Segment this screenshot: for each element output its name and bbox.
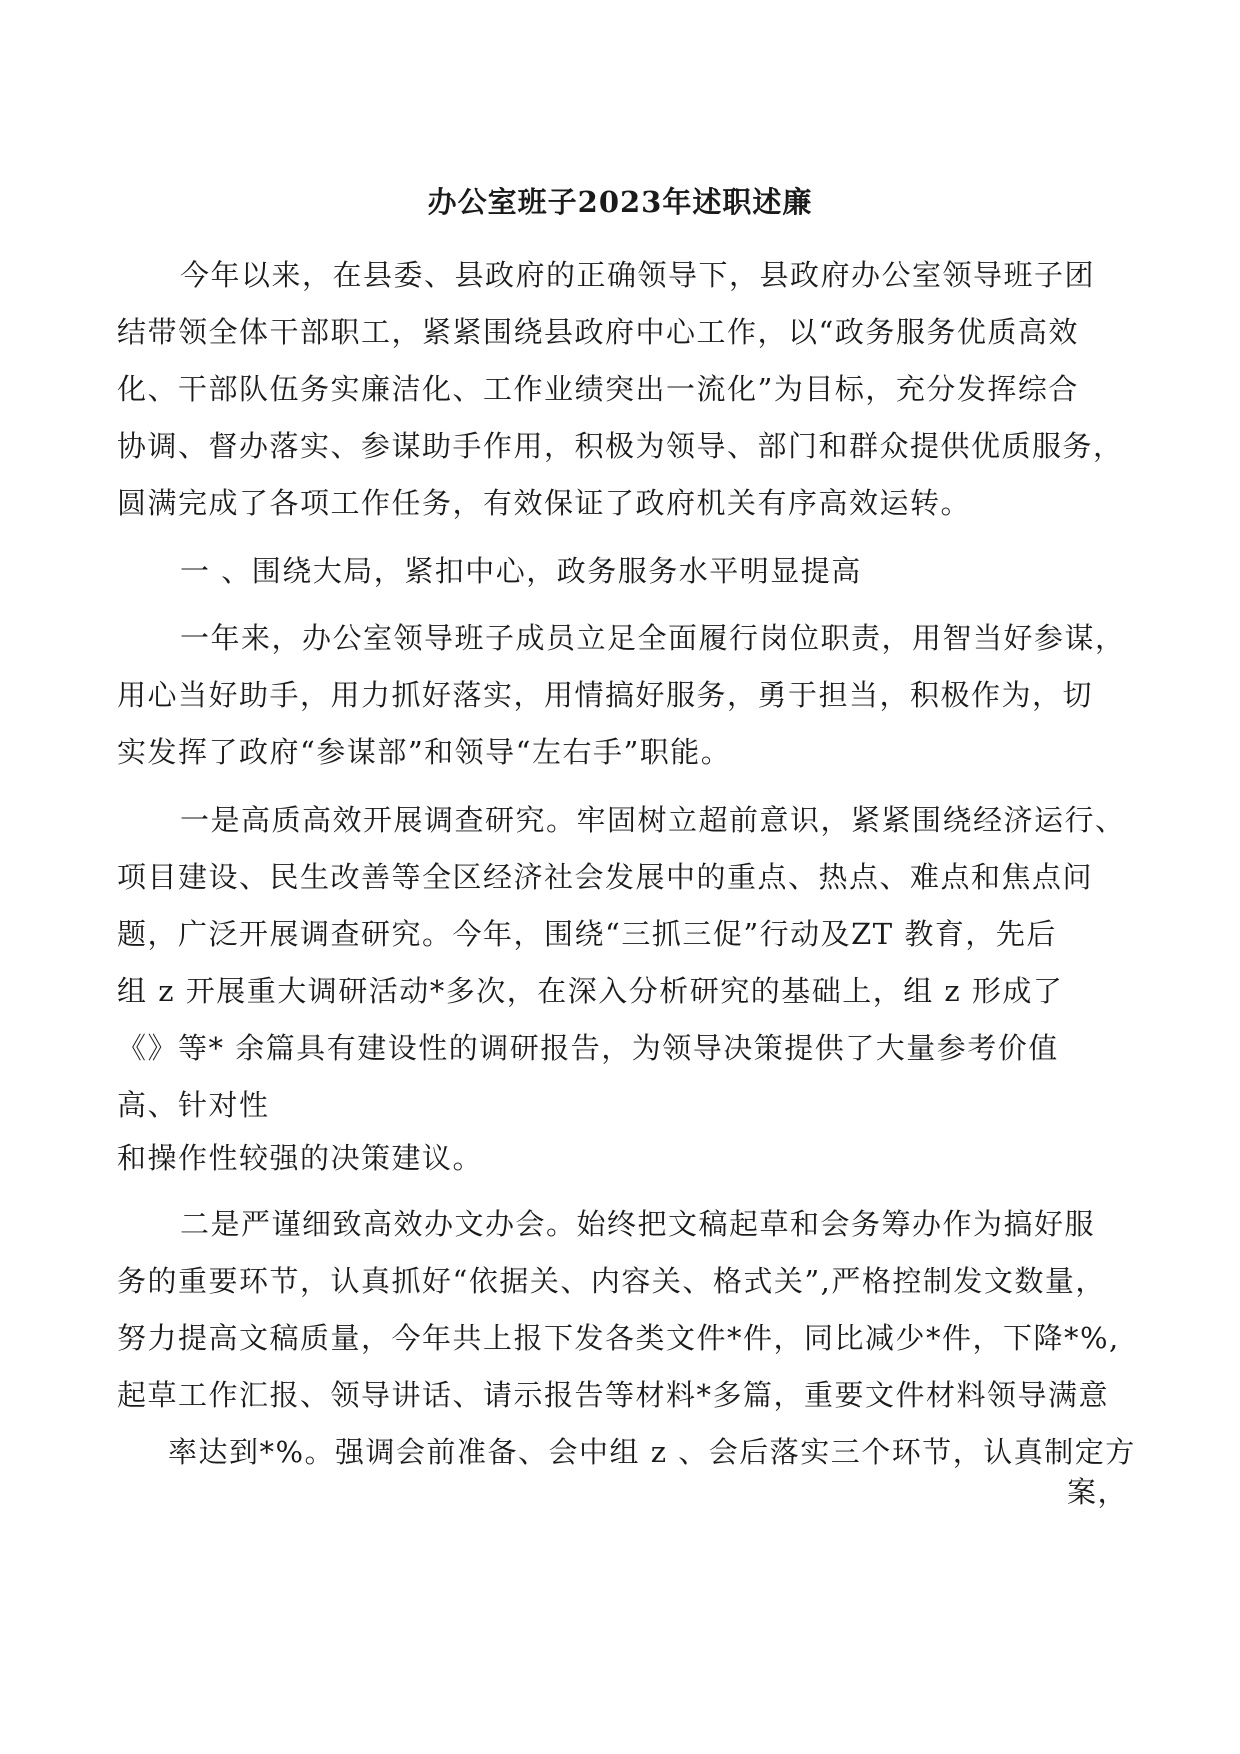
paragraph-1-line-2: 结带领全体干部职工，紧紧围绕县政府中心工作，以“政务服务优质高效	[117, 315, 1079, 349]
paragraph-3-line-5: 《》等* 余篇具有建设性的调研报告，为领导决策提供了大量参考价值	[117, 1031, 1059, 1065]
paragraph-3-line-1: 一是高质高效开展调查研究。牢固树立超前意识，紧紧围绕经济运行、	[180, 803, 1126, 837]
paragraph-3-line-7: 和操作性较强的决策建议。	[117, 1141, 484, 1175]
paragraph-4-line-3: 努力提高文稿质量，今年共上报下发各类文件*件，同比减少*件，下降*%,	[117, 1321, 1120, 1355]
paragraph-2-line-1: 一年来，办公室领导班子成员立足全面履行岗位职责，用智当好参谋，	[180, 621, 1126, 655]
paragraph-3-line-4: 组 z 开展重大调研活动*多次，在深入分析研究的基础上，组 z 形成了	[117, 974, 1064, 1008]
paragraph-4-line-4: 起草工作汇报、领导讲话、请示报告等材料*多篇，重要文件材料领导满意	[117, 1378, 1110, 1412]
paragraph-4-line-1: 二是严谨细致高效办文办会。始终把文稿起草和会务筹办作为搞好服	[180, 1207, 1096, 1241]
paragraph-1-line-4: 协调、督办落实、参谋助手作用，积极为领导、部门和群众提供优质服务，	[117, 429, 1124, 463]
paragraph-3-line-6: 高、针对性	[117, 1088, 270, 1122]
paragraph-3-line-3: 题，广泛开展调查研究。今年，围绕“三抓三促”行动及ZT 教育，先后	[117, 917, 1057, 951]
paragraph-4-line-5: 率达到*%。强调会前准备、会中组 z 、会后落实三个环节，认真制定方	[168, 1435, 1136, 1469]
paragraph-3-line-2: 项目建设、民生改善等全区经济社会发展中的重点、热点、难点和焦点问	[117, 860, 1094, 894]
paragraph-4-line-6: 案，	[1067, 1475, 1129, 1509]
paragraph-1-line-5: 圆满完成了各项工作任务，有效保证了政府机关有序高效运转。	[117, 486, 972, 520]
paragraph-2-line-3: 实发挥了政府“参谋部”和领导“左右手”职能。	[117, 735, 732, 769]
paragraph-4-line-2: 务的重要环节，认真抓好“依据关、内容关、格式关”,严格控制发文数量，	[117, 1264, 1106, 1298]
paragraph-2-line-2: 用心当好助手，用力抓好落实，用情搞好服务，勇于担当，积极作为，切	[117, 678, 1094, 712]
document-title: 办公室班子2023年述职述廉	[427, 185, 813, 219]
paragraph-1-line-3: 化、干部队伍务实廉洁化、工作业绩突出一流化”为目标，充分发挥综合	[117, 372, 1079, 406]
paragraph-1-line-1: 今年以来，在县委、县政府的正确领导下，县政府办公室领导班子团	[180, 258, 1096, 292]
section-heading-1: 一 、围绕大局，紧扣中心，政务服务水平明显提高	[180, 554, 862, 588]
